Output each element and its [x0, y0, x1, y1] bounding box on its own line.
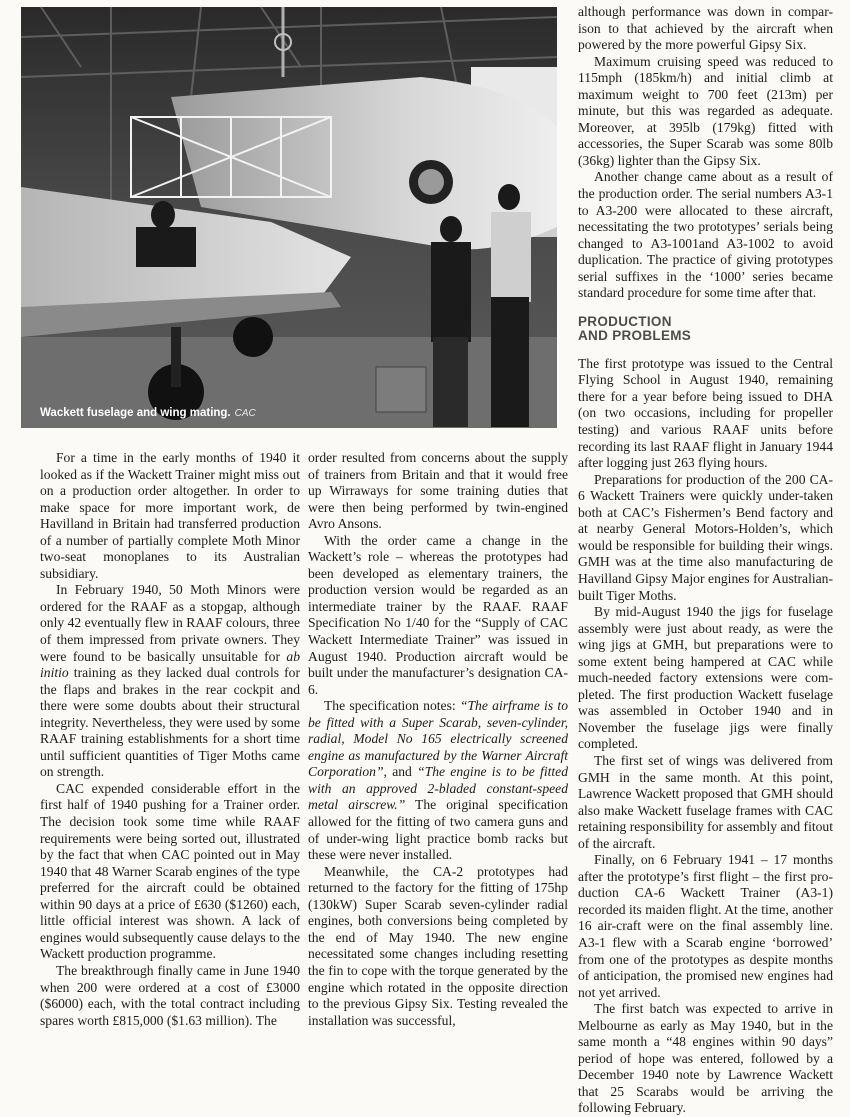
paragraph-part: In February 1940, 50 Moth Minors were ordered for the RAAF as a stopgap, although only 42 eventually flew in RAAF colours, three of them impressed from private owners. They were found to be basically unsuitable for	[40, 582, 300, 664]
paragraph-part: , and	[383, 764, 418, 780]
section-heading	[578, 315, 833, 343]
hangar-photo-illustration	[21, 7, 557, 428]
paragraph: order resulted from concerns about the supply of trainers from Britain and that it would free up Wirraways for some training duties that were then being performed by twin-engined Avro Ansons.	[308, 450, 568, 532]
photo-credit: CAC	[234, 408, 256, 419]
photo-caption	[40, 407, 256, 419]
column-middle	[308, 450, 568, 1029]
hangar-photo	[21, 7, 557, 428]
paragraph	[308, 698, 568, 863]
paragraph: The first batch was expected to arrive in Melbourne as early as May 1940, but in the same month a “48 engines within 90 days” period of hope was entered, followed by a December 1940 note by Lawrence Wackett that 25 Scarabs would be arriving the following February.	[578, 1001, 833, 1116]
paragraph: although performance was down in compar-ison to that achieved by the aircraft when powered by the more powerful Gipsy Six.	[578, 4, 833, 53]
section-heading-line: AND PROBLEMS	[578, 327, 692, 343]
spec-quote: “The engine is to be fitted with an approved 2-bladed constant-speed metal airscrew.”	[308, 764, 568, 813]
paragraph: Preparations for production of the 200 CA-6 Wackett Trainers were quickly under-taken both at CAC’s Fishermen’s Bend factory and at nearby General Motors-Holden’s, which would be responsible for building their wings. GMH was at the time also manufacturing de Havilland Gipsy Major engines for Australian-built Tiger Moths.	[578, 471, 833, 603]
paragraph	[40, 582, 300, 781]
paragraph: The first prototype was issued to the Central Flying School in August 1940, remaining there for a year before being issued to DHA (on two occasions, including for propeller testing) and various RAAF units before recording its last RAAF flight in January 1944 after logging just 263 flying hours.	[578, 355, 833, 471]
section-heading-line: PRODUCTION	[578, 313, 672, 329]
paragraph: Another change came about as a result of the production order. The serial numbers A3-1 to A3-200 were allocated to these aircraft, necessitating the two prototypes’ serials being changed to A3-1001and A3-1002 to avoid duplication. The practice of giving prototypes serial suffixes in the ‘1000’ series became standard procedure for some time after that.	[578, 169, 833, 301]
spec-quote: “The airframe is to be fitted with a Super Scarab, seven-cylinder, radial, Model No 165 electrically screened engine as manufactured by the Warner Aircraft Corporation”	[308, 698, 568, 780]
italic-term: ab initio	[40, 648, 300, 681]
paragraph: The breakthrough finally came in June 1940 when 200 were ordered at a cost of £3000 ($6000) each, with the total contract including spares worth £815,000 ($1.63 million). The	[40, 962, 300, 1028]
column-right	[578, 4, 833, 1117]
paragraph-part: The specification notes:	[324, 698, 460, 714]
paragraph-part: training as they lacked dual controls for the flaps and brakes in the rear cockpit and there were some doubts about their structural integrity. Nevertheless, they were used by some RAAF training establishments for a short time until sufficient quantities of Tiger Moths came on strength.	[40, 665, 300, 780]
column-left	[40, 450, 300, 1029]
paragraph: Maximum cruising speed was reduced to 115mph (185km/h) and initial climb at maximum weight to 700 feet (213m) per minute, but this was regarded as adequate. Moreover, at 395lb (179kg) fitted with accessories, the Super Scarab was some 80lb (36kg) lighter than the Gipsy Six.	[578, 53, 833, 168]
paragraph: Finally, on 6 February 1941 – 17 months after the prototype’s first flight – the first pro-duction CA-6 Wackett Trainer (A3-1) recorded its maiden flight. At the time, another 16 air-craft were on the final assembly line. A3-1 flew with a Scarab engine ‘borrowed’ from one of the prototypes as despite months of anticipation, the promised new engines had not yet arrived.	[578, 852, 833, 1000]
paragraph: The first set of wings was delivered from GMH in the same month. At this point, Lawrence Wackett proposed that GMH should also make Wackett fuselage frames with CAC retaining responsibility for assembly and fitout of the aircraft.	[578, 752, 833, 851]
paragraph: CAC expended considerable effort in the first half of 1940 pushing for a Trainer order. The decision took some time while RAAF requirements were being sorted out, illustrated by the fact that when CAC pointed out in May 1940 that 48 Warner Scarab engines of the type preferred for the aircraft could be obtained within 90 days at a price of £630 ($1260) each, little official interest was shown. A lack of engines would subsequently cause delays to the Wackett production programme.	[40, 780, 300, 962]
paragraph: Meanwhile, the CA-2 prototypes had returned to the factory for the fitting of 175hp (130kW) Super Scarab seven-cylinder radial engines, both conversions being completed by the end of May 1940. The new engine necessitated some changes including resetting the fin to cope with the torque generated by the engine which rotated in the opposite direction to the previous Gipsy Six. Testing revealed the installation was successful,	[308, 863, 568, 1028]
paragraph: With the order came a change in the Wackett’s role – whereas the prototypes had been developed as elementary trainers, the production version would be regarded as an intermediate trainer by the RAAF. RAAF Specification No 1/40 for the “Supply of CAC Wackett Intermediate Trainer” was issued in August 1940. Production aircraft would be built under the manufacturer’s designation CA-6.	[308, 532, 568, 697]
paragraph: For a time in the early months of 1940 it looked as if the Wackett Trainer might miss out on a production order altogether. In order to make space for more important work, de Havilland in Britain had transferred production of a number of partially complete Moth Minor two-seat monoplanes to its Australian subsidiary.	[40, 450, 300, 581]
paragraph: By mid-August 1940 the jigs for fuselage assembly were just about ready, as were the wing jigs at GMH, but preparations were to some extent being hampered at CAC while much-needed factory extensions were com-pleted. The first production Wackett fuselage was assembled in October 1940 and in November the fuselage jigs were finally completed.	[578, 604, 833, 752]
paragraph-part: The original specification allowed for the fitting of two camera guns and of under-wing light practice bomb racks but these were never installed.	[308, 797, 568, 863]
caption-text: Wackett fuselage and wing mating.	[40, 407, 231, 419]
